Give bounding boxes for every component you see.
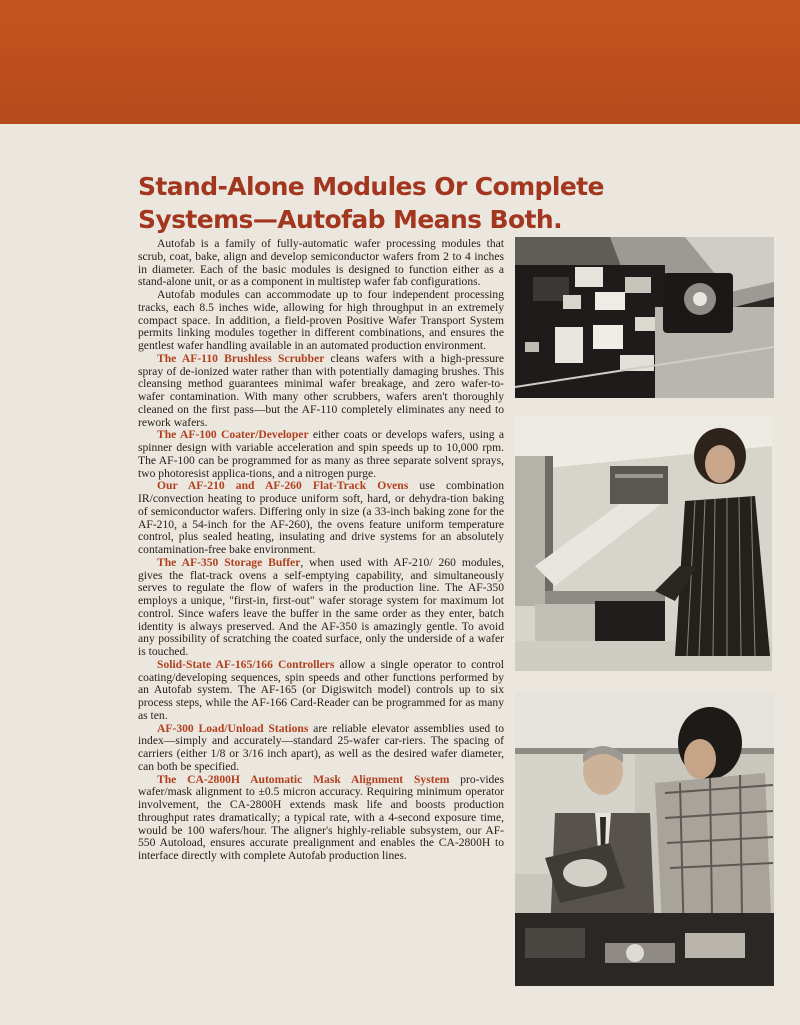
headline-line-2: Systems—Autofab Means Both. [138, 205, 562, 234]
body-paragraph [138, 353, 504, 430]
body-paragraph [138, 557, 504, 659]
equipment-photo [515, 237, 774, 398]
body-paragraph [138, 480, 504, 557]
module-subheading: Solid-State AF-165/166 Controllers [157, 657, 335, 671]
operator-photo [515, 416, 772, 671]
paragraph-text: use combination IR/convection heating to produce uniform soft, hard, or dehydra-tion baking of semiconductor wafers. Differing only in size (a 33-inch baking zone for the AF-210, a 54-inch for the AF-260), the ovens feature uniform temperature control, plus sealed heating, insulating and drive systems for an absolutely contamination-free bake environment. [138, 479, 504, 556]
headline-line-1: Stand-Alone Modules Or Complete [138, 172, 604, 201]
body-paragraph [138, 659, 504, 723]
paragraph-text: allow a single operator to control coating/developing sequences, spin speeds and other functions performed by an Autofab system. The AF-165 (or Digiswitch model) controls up to six process steps, while the AF-166 Card-Reader can be programmed for as many as ten. [138, 657, 504, 722]
paragraph-text: cleans wafers with a high-pressure spray of de-ionized water rather than with potentially damaging brushes. This cleansing method guarantees minimal wafer breakage, and zero wafer-to-wafer contamination. With many other scrubbers, wafers aren't thoroughly cleaned on the first pass—but the AF-110 completely eliminates any need to rework wafers. [138, 351, 505, 429]
module-subheading: The AF-350 Storage Buffer [157, 555, 301, 569]
body-paragraph [138, 429, 504, 480]
paragraph-text: are reliable elevator assemblies used to index—simply and accurately—standard 25-wafer car-riers. The spacing of carriers (either 1/8 or 3/16 inch apart), as well as the desired wafer diameter, can both be specified. [138, 721, 504, 773]
module-subheading: AF-300 Load/Unload Stations [157, 721, 309, 735]
paragraph-text: pro-vides wafer/mask alignment to ±0.5 micron accuracy. Requiring minimum operator involvement, the CA-2800H extends mask life and boosts production throughput rates dramatically; a typical rate, with a 4-second exposure time, would be 100 wafers/hour. The aligner's highly-reliable subsystem, our AF-550 Autoload, ensures accurate prealignment and enables the CA-2800H to interface directly with complete Autofab production lines. [138, 772, 504, 862]
body-paragraph [138, 238, 504, 289]
body-paragraph [138, 723, 504, 774]
module-subheading: Our AF-210 and AF-260 Flat-Track Ovens [157, 479, 409, 493]
page-headline [138, 170, 618, 236]
paragraph-text: either coats or develops wafers, using a spinner design with variable acceleration and spin speeds up to 10,000 rpm. The AF-100 can be programmed for as many as three separate solvent sprays, two photoresist applica-tions, and a nitrogen purge. [138, 428, 504, 480]
top-color-band [0, 0, 800, 124]
paragraph-text: , when used with AF-210/ 260 modules, gives the flat-track ovens a self-emptying capability, and simultaneously serves to regulate the flow of wafers in the production line. The AF-350 employs a unique, "first-in, first-out" wafer storage system for maximum lot control. Since wafers leave the buffer in the same order as they enter, batch identity is always preserved. And the AF-350 is amazingly gentle. To avoid any possibility of scratching the coated surface, only the underside of a wafer is touched. [138, 555, 504, 658]
body-paragraph [138, 774, 504, 863]
body-paragraph [138, 289, 504, 353]
article-body [138, 238, 504, 863]
paragraph-text: Autofab is a family of fully-automatic wafer processing modules that scrub, coat, bake, align and develop semiconductor wafers from 2 to 4 inches in diameter. Each of the basic modules is designed to function either as a stand-alone unit, or as a component in multistep wafer fab configurations. [138, 237, 504, 289]
engineers-photo [515, 693, 774, 986]
module-subheading: The CA-2800H Automatic Mask Alignment System [157, 772, 450, 786]
module-subheading: The AF-100 Coater/Developer [157, 428, 309, 442]
paragraph-text: Autofab modules can accommodate up to four independent processing tracks, each 8.5 inches wide, allowing for high throughput in an extremely compact space. In addition, a field-proven Positive Wafer Transport System permits linking modules together in different combinations, and ensures the gentlest wafer handling available in an automated production environment. [138, 288, 504, 352]
module-subheading: The AF-110 Brushless Scrubber [157, 351, 325, 365]
